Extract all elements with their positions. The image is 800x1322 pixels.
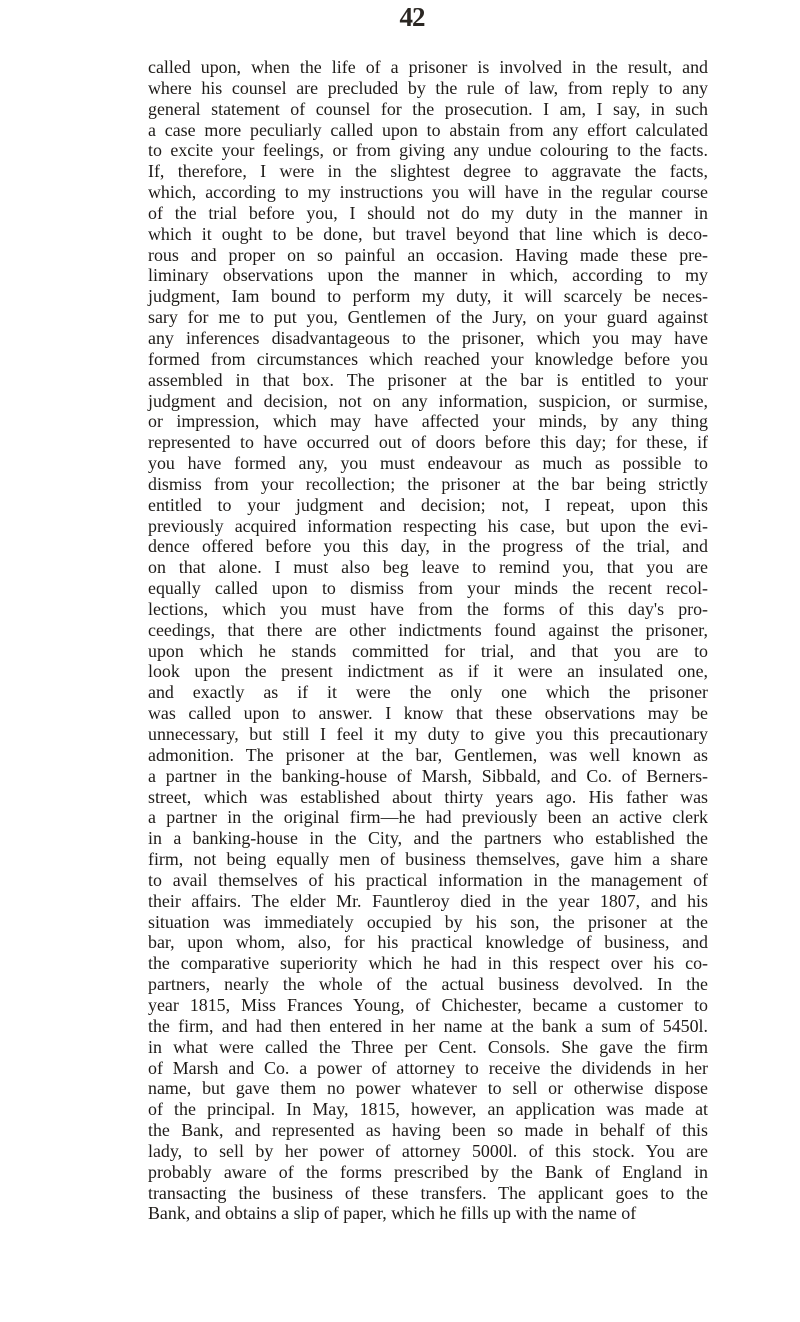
text-line: which, according to my instructions you will have in the regular course	[148, 182, 708, 203]
text-line: previously acquired information respecting his case, but upon the evi-	[148, 515, 708, 536]
text-line: probably aware of the forms prescribed by the Bank of England in	[148, 1161, 708, 1182]
text-line: a case more peculiarly called upon to abstain from any effort calculated	[148, 119, 708, 140]
text-line: any inferences disadvantageous to the prisoner, which you may have	[148, 327, 708, 348]
text-line: on that alone. I must also beg leave to remind you, that you are	[148, 557, 708, 578]
text-line: firm, not being equally men of business themselves, gave him a share	[148, 849, 708, 870]
text-line: where his counsel are precluded by the rule of law, from reply to any	[148, 77, 708, 98]
body-text	[148, 57, 708, 1224]
text-line: formed from circumstances which reached your knowledge before you	[148, 348, 708, 369]
text-line: in what were called the Three per Cent. Consols. She gave the firm	[148, 1036, 708, 1057]
text-line: of the principal. In May, 1815, however, an application was made at	[148, 1099, 708, 1120]
text-line: or impression, which may have affected your minds, by any thing	[148, 411, 708, 432]
text-line: was called upon to answer. I know that these observations may be	[148, 703, 708, 724]
text-line: ceedings, that there are other indictments found against the prisoner,	[148, 619, 708, 640]
text-line: bar, upon whom, also, for his practical knowledge of business, and	[148, 932, 708, 953]
text-line: dence offered before you this day, in the progress of the trial, and	[148, 536, 708, 557]
text-line: assembled in that box. The prisoner at the bar is entitled to your	[148, 369, 708, 390]
text-line: If, therefore, I were in the slightest degree to aggravate the facts,	[148, 161, 708, 182]
text-line: called upon, when the life of a prisoner is involved in the result, and	[148, 57, 708, 77]
text-line: admonition. The prisoner at the bar, Gentlemen, was well known as	[148, 744, 708, 765]
text-line: in a banking-house in the City, and the partners who established the	[148, 828, 708, 849]
text-line: judgment and decision, not on any information, suspicion, or surmise,	[148, 390, 708, 411]
text-line: of the trial before you, I should not do my duty in the manner in	[148, 202, 708, 223]
text-line: their affairs. The elder Mr. Fauntleroy died in the year 1807, and his	[148, 890, 708, 911]
text-line: unnecessary, but still I feel it my duty to give you this precautionary	[148, 724, 708, 744]
text-line: lady, to sell by her power of attorney 5000l. of this stock. You are	[148, 1140, 708, 1161]
text-line: the Bank, and represented as having been so made in behalf of this	[148, 1120, 708, 1141]
text-line: you have formed any, you must endeavour as much as possible to	[148, 453, 708, 474]
text-line: general statement of counsel for the prosecution. I am, I say, in such	[148, 98, 708, 119]
text-line: name, but gave them no power whatever to sell or otherwise dispose	[148, 1078, 708, 1099]
text-line: rous and proper on so painful an occasion. Having made these pre-	[148, 244, 708, 265]
text-line: transacting the business of these transfers. The applicant goes to the	[148, 1182, 708, 1203]
text-line: liminary observations upon the manner in which, according to my	[148, 265, 708, 286]
text-line: which it ought to be done, but travel beyond that line which is deco-	[148, 223, 708, 244]
text-line: sary for me to put you, Gentlemen of the Jury, on your guard against	[148, 307, 708, 328]
text-line: partners, nearly the whole of the actual business devolved. In the	[148, 974, 708, 995]
text-line: to avail themselves of his practical information in the management of	[148, 869, 708, 890]
text-line: of Marsh and Co. a power of attorney to receive the dividends in her	[148, 1057, 708, 1078]
text-line: upon which he stands committed for trial, and that you are to	[148, 640, 708, 661]
text-line: equally called upon to dismiss from your minds the recent recol-	[148, 578, 708, 599]
text-line: Bank, and obtains a slip of paper, which he fills up with the name of	[148, 1203, 637, 1224]
text-line: entitled to your judgment and decision; not, I repeat, upon this	[148, 494, 708, 515]
text-line: to excite your feelings, or from giving any undue colouring to the facts.	[148, 140, 708, 161]
text-line: the firm, and had then entered in her name at the bank a sum of 5450l.	[148, 1015, 708, 1036]
text-line: a partner in the banking-house of Marsh, Sibbald, and Co. of Berners-	[148, 765, 708, 786]
text-line: the comparative superiority which he had in this respect over his co-	[148, 953, 708, 974]
text-line: street, which was established about thirty years ago. His father was	[148, 786, 708, 807]
text-line: situation was immediately occupied by his son, the prisoner at the	[148, 911, 708, 932]
text-line: year 1815, Miss Frances Young, of Chichester, became a customer to	[148, 994, 708, 1015]
text-line: judgment, Iam bound to perform my duty, it will scarcely be neces-	[148, 286, 708, 307]
text-line: a partner in the original firm—he had previously been an active clerk	[148, 807, 708, 828]
text-line: represented to have occurred out of doors before this day; for these, if	[148, 432, 708, 453]
text-line: and exactly as if it were the only one which the prisoner	[148, 682, 708, 703]
text-line: lections, which you must have from the forms of this day's pro-	[148, 598, 708, 619]
text-line: dismiss from your recollection; the prisoner at the bar being strictly	[148, 473, 708, 494]
text-line: look upon the present indictment as if it were an insulated one,	[148, 661, 708, 682]
page-number: 42	[399, 2, 425, 32]
